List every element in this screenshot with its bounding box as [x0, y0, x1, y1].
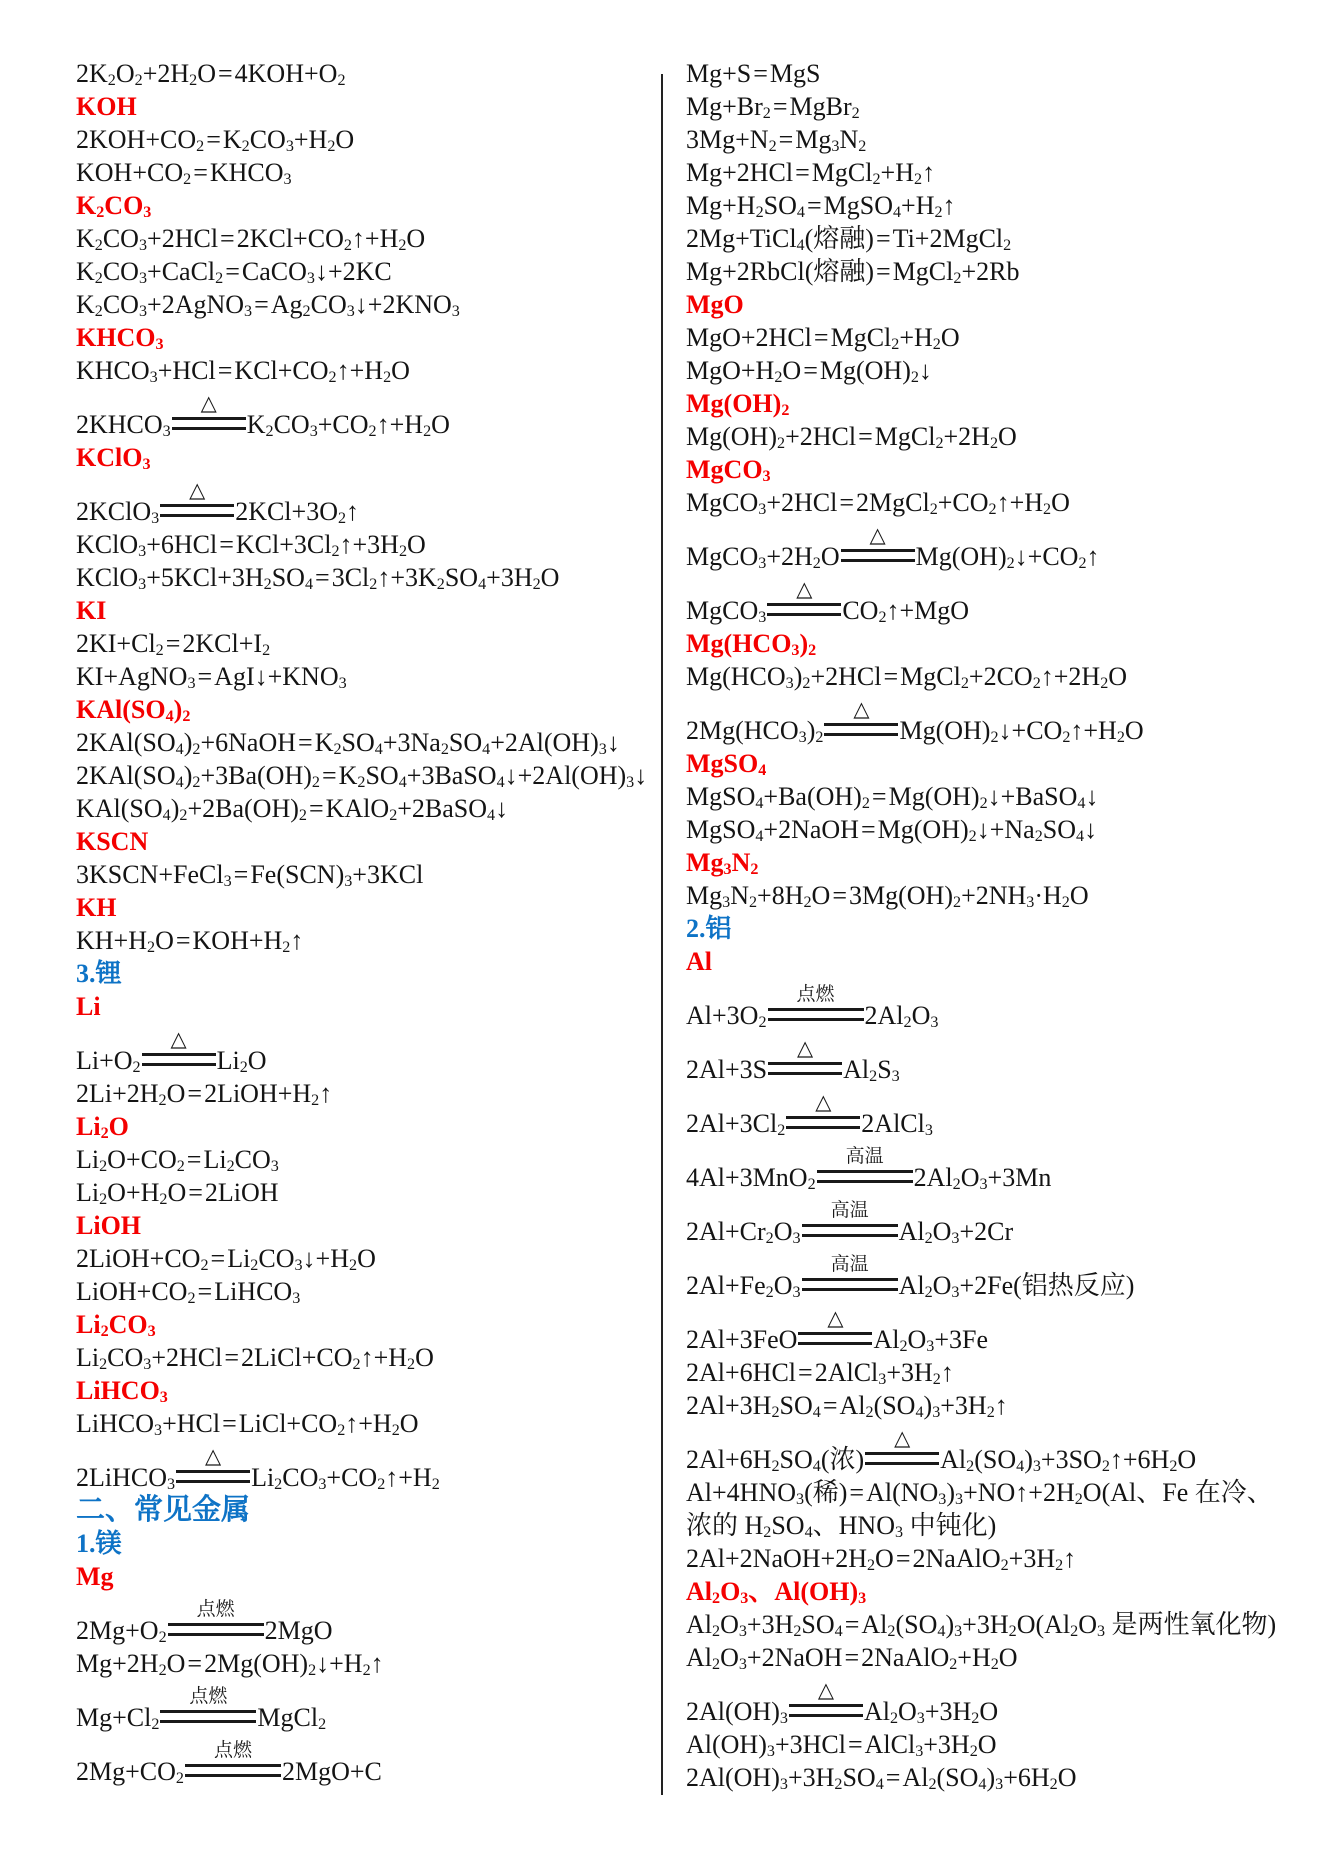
equation-line: $KClO_3+6HCl=KCl+3Cl_2↑+3H_2O$	[76, 530, 426, 561]
equation-line-with-condition: 2LiHCO$_3$ △ $Li_2CO_3+CO_2↑+H_2$	[76, 1444, 440, 1494]
reaction-condition-label: △	[853, 697, 870, 721]
reaction-condition-double-bar	[160, 478, 234, 517]
equation-line: $2Al+3H_2SO_4=Al_2(SO_4)_3+3H_2↑$	[686, 1391, 1008, 1422]
equation-line: $LiHCO_3+HCl=LiCl+CO_2↑+H_2O$	[76, 1409, 419, 1440]
reaction-condition-double-bar	[185, 1740, 281, 1777]
equation-line: $2Li+2H_2O=2LiOH+H_2↑$	[76, 1079, 333, 1110]
reaction-condition-double-bar	[817, 1146, 913, 1183]
equation-line-with-condition: 4Al+3MnO$_2$ 高温 $2Al_2O_3+3Mn$	[686, 1146, 1052, 1194]
formula-header: $Mg(HCO_3)_2$	[686, 629, 817, 660]
equation-line-with-condition: $Mg+Cl_2$ 点燃 MgCl$_2$	[76, 1686, 327, 1734]
equation-line-with-condition: $2Mg+O_2$ 点燃 2MgO	[76, 1599, 333, 1647]
equation-line: $KOH+CO_2=KHCO_3$	[76, 158, 292, 189]
equation-line: $Mg+Br_2=MgBr_2$	[686, 92, 860, 123]
reaction-condition-label: △	[204, 1444, 222, 1468]
equation-line-with-condition: $2Al+3Cl_2$ △ 2AlCl$_3$	[686, 1090, 933, 1140]
equation-line: $LiOH+CO_2=LiHCO_3$	[76, 1277, 301, 1308]
equation-line: Mg+2RbCl(熔融)=MgCl$_2$+2Rb	[686, 257, 1020, 288]
equation-line-with-condition: $2Al+Cr_2O_3$ 高温 $Al_2O_3+2Cr$	[686, 1200, 1014, 1248]
reaction-condition-label: △	[815, 1090, 832, 1114]
formula-header: Al	[686, 947, 712, 976]
reaction-condition-double-bar	[142, 1027, 216, 1066]
section-header: 2.铝	[686, 914, 732, 943]
equation-line: $MgSO_4+2NaOH=Mg(OH)_2↓+Na_2SO_4↓$	[686, 815, 1098, 846]
equation-line-with-condition: $Li+O_2$ △ $Li_2O$	[76, 1027, 267, 1077]
equation-line: $MgCO_3+2HCl=2MgCl_2+CO_2↑+H_2O$	[686, 488, 1070, 519]
reaction-condition-double-bar	[802, 1200, 898, 1237]
equation-line: $2KI+Cl_2=2KCl+I_2$	[76, 629, 271, 660]
reaction-condition-label: 高温	[830, 1200, 869, 1221]
equation-line-with-condition: $2Mg(HCO_3)_2$ △ $Mg(OH)_2↓+CO_2↑+H_2O$	[686, 697, 1144, 747]
equation-line: $Al_2O_3+3H_2SO_4=Al_2(SO_4)_3+3H_2O(Al_2O_3$ 是两性氧化物)	[686, 1610, 1277, 1641]
reaction-condition-double-bar	[865, 1426, 939, 1465]
reaction-condition-double-bar	[824, 697, 898, 736]
column-divider	[661, 74, 663, 1795]
reaction-condition-double-bar	[768, 1036, 842, 1075]
reaction-condition-label: △	[869, 523, 886, 547]
formula-header: KI	[76, 596, 107, 625]
equation-line-with-condition: $2Al+Fe_2O_3$ 高温 $Al_2O_3+2Fe$(铝热反应)	[686, 1254, 1135, 1302]
formula-header: $Li_2CO_3$	[76, 1310, 156, 1341]
equation-line-with-condition: $Al+3O_2$ 点燃 $2Al_2O_3$	[686, 984, 939, 1032]
section-header: 二、常见金属	[76, 1494, 251, 1526]
formula-header: KClO$_3$	[76, 443, 151, 474]
right-column	[686, 57, 1286, 1794]
section-header: 3.锂	[76, 959, 122, 988]
formula-header: KSCN	[76, 827, 149, 856]
equation-line: $2K_2O_2+2H_2O=4KOH+O_2$	[76, 59, 346, 90]
equation-line: $KAl(SO_4)_2+2Ba(OH)_2=KAlO_2+2BaSO_4↓$	[76, 794, 509, 825]
reaction-condition-label: △	[796, 577, 813, 601]
equation-line: $Al_2O_3+2NaOH=2NaAlO_2+H_2O$	[686, 1643, 1018, 1674]
equation-line: $K_2CO_3+2AgNO_3=Ag_2CO_3↓+2KNO_3$	[76, 290, 460, 321]
equation-line: $Al+4HNO_3$(稀)$=Al(NO_3)_3+NO↑+2H_2O(Al$、Fe 在冷、浓的 $H_2SO_4$、$HNO_3$ 中钝化)	[686, 1478, 1273, 1542]
formula-header: $Mg(OH)_2$	[686, 389, 790, 420]
equation-line: $Mg+2H_2O=2Mg(OH)_2↓+H_2↑$	[76, 1649, 384, 1680]
equation-line: $K_2CO_3+2HCl=2KCl+CO_2↑+H_2O$	[76, 224, 426, 255]
equation-line: $KHCO_3+HCl=KCl+CO_2↑+H_2O$	[76, 356, 410, 387]
reaction-condition-label: △	[827, 1306, 844, 1330]
equation-line: $3KSCN+FeCl_3=Fe(SCN)_3+3KCl$	[76, 860, 424, 891]
formula-header: LiHCO$_3$	[76, 1376, 168, 1407]
formula-header: $Li_2O$	[76, 1112, 129, 1143]
equation-line-with-condition: $2KHCO_3$ △ $K_2CO_3+CO_2↑+H_2O$	[76, 391, 450, 441]
equation-line: $2Al(OH)_3+3H_2SO_4=Al_2(SO_4)_3+6H_2O$	[686, 1763, 1077, 1794]
formula-header: Mg	[76, 1562, 114, 1591]
formula-header: $KHCO_3$	[76, 323, 164, 354]
reaction-condition-label: △	[797, 1036, 814, 1060]
reaction-condition-label: 点燃	[196, 1599, 235, 1620]
equation-line: $KI+AgNO_3=AgI↓+KNO_3$	[76, 662, 347, 693]
equation-line: $2Al+2NaOH+2H_2O=2NaAlO_2+3H_2↑$	[686, 1544, 1077, 1575]
equation-line-with-condition: $2Mg+CO_2$ 点燃 2MgO+C	[76, 1740, 382, 1788]
reaction-condition-label: 点燃	[796, 984, 835, 1005]
equation-line: $Mg+2HCl=MgCl_2+H_2↑$	[686, 158, 936, 189]
equation-line: $3Mg+N_2=Mg_3N_2$	[686, 125, 867, 156]
equation-line-with-condition: 2Al+3FeO △ $Al_2O_3+3Fe$	[686, 1306, 989, 1356]
equation-line: $2Al+6HCl=2AlCl_3+3H_2↑$	[686, 1358, 954, 1389]
equation-line: $Mg_3N_2+8H_2O=3Mg(OH)_2+2NH_3\cdot H_2O$	[686, 881, 1089, 912]
equation-line: Mg+S=MgS	[686, 59, 821, 88]
equation-line: $MgO+H_2O=Mg(OH)_2↓$	[686, 356, 932, 387]
equation-line-with-condition: $2Al(OH)_3$ △ $Al_2O_3+3H_2O$	[686, 1678, 999, 1728]
equation-line-with-condition: MgCO$_3$ △ $CO_2↑+MgO$	[686, 577, 970, 627]
reaction-condition-double-bar	[802, 1254, 898, 1291]
equation-line: $2LiOH+CO_2=Li_2CO_3↓+H_2O$	[76, 1244, 376, 1275]
formula-header: MgO	[686, 290, 744, 319]
equation-line-with-condition: 2KClO$_3$ △ $2KCl+3O_2↑$	[76, 478, 360, 528]
equation-line: $KClO_3+5KCl+3H_2SO_4=3Cl_2↑+3K_2SO_4+3H_2O$	[76, 563, 560, 594]
equation-line: $2KAl(SO_4)_2+6NaOH=K_2SO_4+3Na_2SO_4+2Al(OH)_3↓$	[76, 728, 620, 759]
formula-header: MgCO$_3$	[686, 455, 771, 486]
equation-line: $MgSO_4+Ba(OH)_2=Mg(OH)_2↓+BaSO_4↓$	[686, 782, 1099, 813]
equation-line-with-condition: $2Al+6H_2SO_4$(浓) △ $Al_2(SO_4)_3+3SO_2↑+6H_2O$	[686, 1426, 1197, 1476]
equation-line: $2KAl(SO_4)_2+3Ba(OH)_2=K_2SO_4+3BaSO_4↓+2Al(OH)_3↓$	[76, 761, 648, 792]
equation-line: $K_2CO_3+CaCl_2=CaCO_3↓+2KC$	[76, 257, 392, 288]
left-column	[76, 57, 662, 1788]
formula-header: $Mg_3N_2$	[686, 848, 759, 879]
reaction-condition-label: 高温	[845, 1146, 884, 1167]
reaction-condition-double-bar	[176, 1444, 250, 1483]
equation-line: $Mg+H_2SO_4=MgSO_4+H_2↑$	[686, 191, 956, 222]
section-header: 1.镁	[76, 1529, 122, 1558]
equation-line: 2Mg+TiCl$_4$(熔融)=Ti+2MgCl$_2$	[686, 224, 1012, 255]
formula-header: $Al_2O_3$、$Al(OH)_3$	[686, 1577, 867, 1608]
reaction-condition-label: △	[817, 1678, 835, 1702]
formula-header: $K_2CO_3$	[76, 191, 152, 222]
reaction-condition-double-bar	[786, 1090, 860, 1129]
equation-line-with-condition: $MgCO_3+2H_2O$ △ $Mg(OH)_2↓+CO_2↑$	[686, 523, 1100, 573]
reaction-condition-double-bar	[798, 1306, 872, 1345]
formula-header: KH	[76, 893, 117, 922]
equation-line: $Al(OH)_3+3HCl=AlCl_3+3H_2O$	[686, 1730, 997, 1761]
reaction-condition-label: △	[200, 391, 217, 415]
equation-line: $KH+H_2O=KOH+H_2↑$	[76, 926, 304, 957]
formula-header: KOH	[76, 92, 137, 121]
equation-line-with-condition: 2Al+3S △ $Al_2S_3$	[686, 1036, 900, 1086]
reaction-condition-label: 点燃	[213, 1740, 252, 1761]
equation-line: $Li_2O+CO_2=Li_2CO_3$	[76, 1145, 279, 1176]
reaction-condition-double-bar	[767, 577, 841, 616]
reaction-condition-label: 点燃	[189, 1686, 228, 1707]
formula-header: $KAl(SO_4)_2$	[76, 695, 191, 726]
reaction-condition-double-bar	[172, 391, 246, 430]
reaction-condition-double-bar	[168, 1599, 264, 1636]
reaction-condition-double-bar	[768, 984, 864, 1021]
reaction-condition-double-bar	[841, 523, 915, 562]
equation-line: $Mg(HCO_3)_2+2HCl=MgCl_2+2CO_2↑+2H_2O$	[686, 662, 1128, 693]
equation-line: $2KOH+CO_2=K_2CO_3+H_2O$	[76, 125, 355, 156]
reaction-condition-double-bar	[160, 1686, 256, 1723]
formula-header: MgSO$_4$	[686, 749, 767, 780]
equation-line: $MgO+2HCl=MgCl_2+H_2O$	[686, 323, 960, 354]
reaction-condition-label: △	[894, 1426, 911, 1450]
reaction-condition-label: 高温	[830, 1254, 869, 1275]
reaction-condition-label: △	[170, 1027, 187, 1051]
formula-header: LiOH	[76, 1211, 142, 1240]
equation-line: $Mg(OH)_2+2HCl=MgCl_2+2H_2O$	[686, 422, 1017, 453]
equation-line: $Li_2O+H_2O=2LiOH$	[76, 1178, 279, 1209]
equation-line: $Li_2CO_3+2HCl=2LiCl+CO_2↑+H_2O$	[76, 1343, 434, 1374]
reaction-condition-double-bar	[789, 1678, 863, 1717]
reaction-condition-label: △	[189, 478, 206, 502]
formula-header: Li	[76, 992, 101, 1021]
